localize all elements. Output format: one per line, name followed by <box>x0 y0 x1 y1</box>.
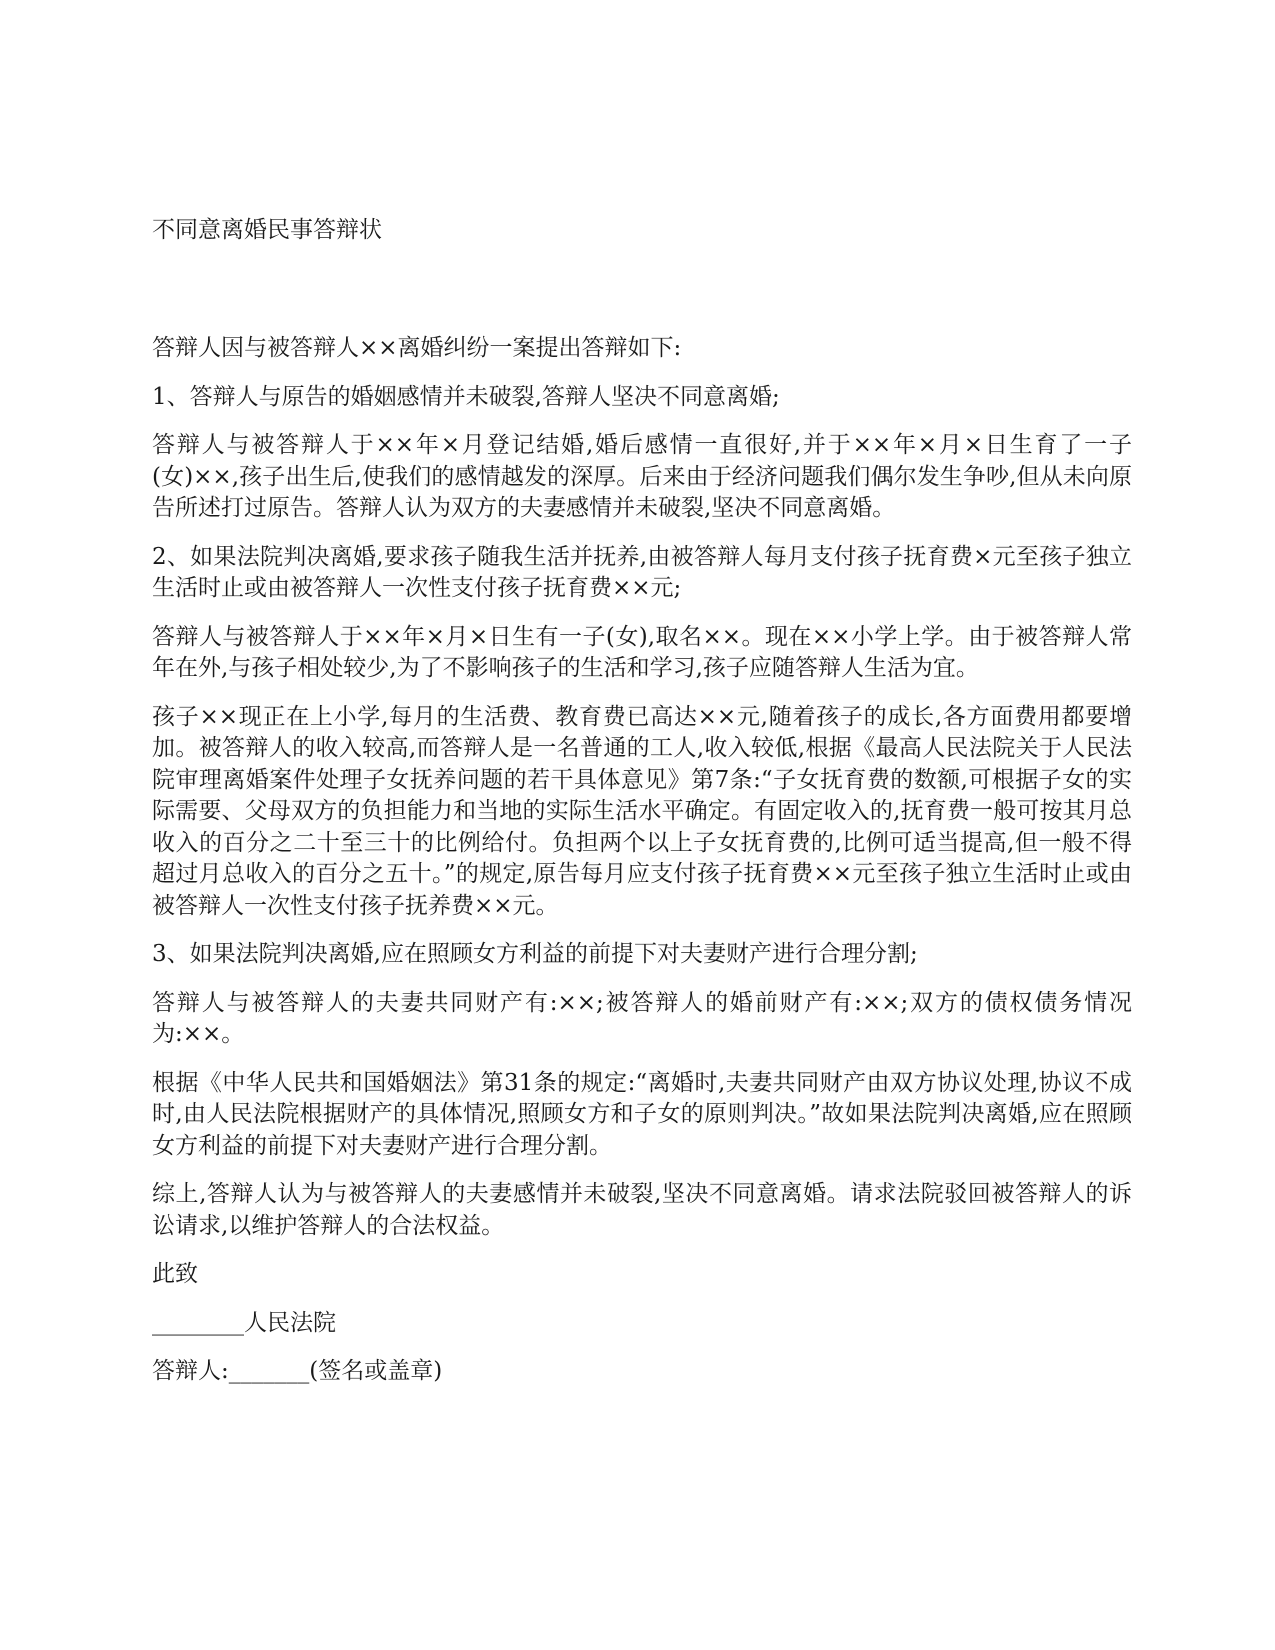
salutation: 此致 <box>152 1261 198 1287</box>
point-2-body-b: 孩子××现正在上小学,每月的生活费、教育费已高达××元,随着孩子的成长,各方面费用都要增加。被答辩人的收入较高,而答辩人是一名普通的工人,收入较低,根据《最高人民法院关于人民法院审理离婚案件处理子女抚养问题的若干具体意见》第7条:“子女抚育费的数额,可根据子女的实际需要、父母双方的负担能力和当地的实际生活水平确定。有固定收入的,抚育费一般可按其月总收入的百分之二十至三十的比例给付。负担两个以上子女抚育费的,比例可适当提高,但一般不得超过月总收入的百分之五十。”的规定,原告每月应支付孩子抚育费××元至孩子独立生活时止或由被答辩人一次性支付孩子抚养费××元。 <box>152 703 1132 919</box>
document-page <box>152 214 1132 1405</box>
point-2-heading: 2、如果法院判决离婚,要求孩子随我生活并抚养,由被答辩人每月支付孩子抚育费×元至孩子独立生活时止或由被答辩人一次性支付孩子抚育费××元; <box>152 543 1132 601</box>
point-1-body: 答辩人与被答辩人于××年×月登记结婚,婚后感情一直很好,并于××年×月×日生育了一子(女)××,孩子出生后,使我们的感情越发的深厚。后来由于经济问题我们偶尔发生争吵,但从未向原告所述打过原告。答辩人认为双方的夫妻感情并未破裂,坚决不同意离婚。 <box>152 432 1132 521</box>
point-1-heading: 1、答辩人与原告的婚姻感情并未破裂,答辩人坚决不同意离婚; <box>152 383 780 410</box>
point-2-body-a: 答辩人与被答辩人于××年×月×日生有一子(女),取名××。现在××小学上学。由于被答辩人常年在外,与孩子相处较少,为了不影响孩子的生活和学习,孩子应随答辩人生活为宜。 <box>152 623 1132 681</box>
document-title: 不同意离婚民事答辩状 <box>152 217 382 243</box>
intro-paragraph: 答辩人因与被答辩人××离婚纠纷一案提出答辩如下: <box>152 335 682 361</box>
point-3-body-a: 答辩人与被答辩人的夫妻共同财产有:××;被答辩人的婚前财产有:××;双方的债权债务情况为:××。 <box>152 989 1132 1047</box>
court-line: ________人民法院 <box>152 1309 336 1336</box>
conclusion-paragraph: 综上,答辩人认为与被答辩人的夫妻感情并未破裂,坚决不同意离婚。请求法院驳回被答辩人的诉讼请求,以维护答辩人的合法权益。 <box>152 1181 1132 1239</box>
signature-line: 答辩人:_______(签名或盖章) <box>152 1358 443 1384</box>
point-3-body-b: 根据《中华人民共和国婚姻法》第31条的规定:“离婚时,夫妻共同财产由双方协议处理,协议不成时,由人民法院根据财产的具体情况,照顾女方和子女的原则判决。”故如果法院判决离婚,应在照顾女方利益的前提下对夫妻财产进行合理分割。 <box>152 1069 1132 1159</box>
point-3-heading: 3、如果法院判决离婚,应在照顾女方利益的前提下对夫妻财产进行合理分割; <box>152 941 918 967</box>
